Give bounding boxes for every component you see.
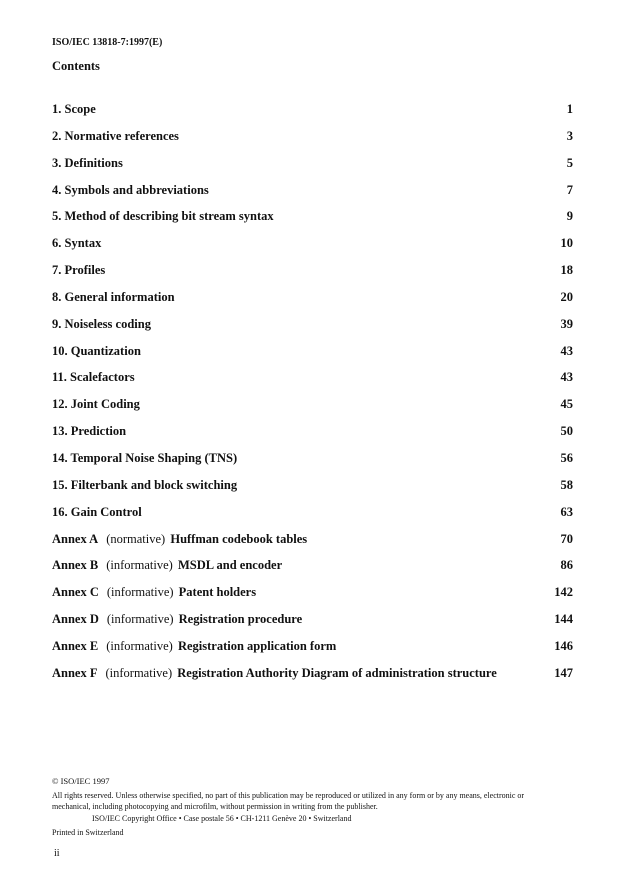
toc-label: 7. Profiles: [52, 263, 106, 278]
copyright-office-address: ISO/IEC Copyright Office • Case postale 56 • CH-1211 Genève 20 • Switzerland: [92, 814, 352, 823]
toc-entry[interactable]: [52, 344, 573, 371]
toc-label: 14. Temporal Noise Shaping (TNS): [52, 450, 238, 465]
toc-page: 50: [560, 424, 573, 439]
copyright-footer: [52, 776, 572, 838]
toc-entry[interactable]: [52, 236, 573, 263]
annex-label: Annex D: [52, 612, 99, 627]
toc-page: 58: [560, 477, 573, 492]
toc-page: 45: [560, 397, 573, 412]
toc-entry[interactable]: [52, 183, 573, 210]
toc-page: 39: [560, 316, 573, 331]
toc-page: 56: [560, 450, 573, 465]
toc-annex-entry[interactable]: [52, 639, 573, 666]
toc-label: 4. Symbols and abbreviations: [52, 182, 209, 197]
toc-page: 142: [554, 585, 573, 600]
toc-page: 18: [560, 263, 573, 278]
toc-label: 1. Scope: [52, 102, 96, 116]
toc-entry[interactable]: [52, 129, 573, 156]
annex-kind: (normative): [106, 531, 166, 546]
toc-page: 5: [566, 155, 573, 170]
toc-label: 10. Quantization: [52, 343, 141, 358]
toc-annex-entry[interactable]: [52, 666, 573, 693]
toc-page: 43: [560, 343, 573, 358]
toc-entry[interactable]: [52, 370, 573, 397]
toc-page: 10: [560, 236, 573, 251]
annex-title: Patent holders: [178, 585, 257, 600]
toc-entry[interactable]: [52, 290, 573, 317]
printed-in: Printed in Switzerland: [52, 828, 124, 837]
toc-label: 15. Filterbank and block switching: [52, 477, 238, 492]
document-id: ISO/IEC 13818-7:1997(E): [52, 37, 163, 48]
annex-label: Annex A: [52, 531, 99, 546]
annex-label: Annex B: [52, 558, 99, 573]
toc-entry[interactable]: [52, 397, 573, 424]
toc-page: 43: [560, 370, 573, 385]
toc-entry[interactable]: [52, 156, 573, 183]
toc-annex-entry[interactable]: [52, 532, 573, 559]
toc-page: 9: [566, 209, 573, 224]
toc-page: 70: [560, 531, 573, 546]
toc-page: 86: [560, 558, 573, 573]
toc-label: 11. Scalefactors: [52, 370, 135, 385]
toc-page: 146: [554, 638, 573, 653]
annex-title: Registration application form: [177, 638, 337, 653]
annex-title: MSDL and encoder: [177, 558, 283, 573]
copyright-notice: © ISO/IEC 1997: [52, 776, 110, 786]
toc-label: 9. Noiseless coding: [52, 316, 151, 331]
toc-label: 8. General information: [52, 289, 175, 304]
toc-page: 1: [566, 102, 573, 116]
table-of-contents: [52, 102, 573, 693]
toc-annex-entry[interactable]: [52, 612, 573, 639]
annex-kind: (informative): [106, 558, 173, 573]
annex-title: Registration Authority Diagram of administration structure: [177, 665, 497, 680]
toc-entry[interactable]: [52, 451, 573, 478]
toc-page: 144: [554, 612, 573, 627]
annex-label: Annex F: [52, 665, 98, 680]
toc-entry[interactable]: [52, 505, 573, 532]
toc-page: 20: [560, 289, 573, 304]
toc-annex-entry[interactable]: [52, 558, 573, 585]
toc-entry[interactable]: [52, 317, 573, 344]
page-title: Contents: [52, 59, 100, 73]
toc-page: 7: [566, 182, 573, 197]
toc-page: 147: [554, 665, 573, 680]
toc-label: 12. Joint Coding: [52, 397, 140, 412]
annex-kind: (informative): [106, 638, 173, 653]
annex-title: Huffman codebook tables: [170, 531, 308, 546]
rights-text-line-1: All rights reserved. Unless otherwise specified, no part of this publication may be reproduced or utilized in any form or by any means, electronic or: [52, 791, 525, 800]
toc-entry[interactable]: [52, 209, 573, 236]
toc-annex-entry[interactable]: [52, 585, 573, 612]
toc-label: 6. Syntax: [52, 236, 102, 251]
annex-label: Annex E: [52, 638, 99, 653]
toc-label: 3. Definitions: [52, 155, 123, 170]
toc-entry[interactable]: [52, 102, 573, 129]
toc-label: 2. Normative references: [52, 128, 179, 143]
annex-kind: (informative): [106, 585, 174, 600]
page-number: ii: [54, 848, 60, 859]
rights-text-line-2: mechanical, including photocopying and microfilm, without permission in writing from the publisher.: [52, 802, 378, 811]
toc-label: 13. Prediction: [52, 424, 127, 439]
toc-entry[interactable]: [52, 263, 573, 290]
toc-label: 16. Gain Control: [52, 504, 142, 519]
annex-title: Registration procedure: [178, 612, 303, 627]
toc-entry[interactable]: [52, 478, 573, 505]
annex-kind: (informative): [105, 665, 173, 680]
toc-page: 3: [566, 128, 573, 143]
annex-kind: (informative): [106, 612, 174, 627]
annex-label: Annex C: [52, 585, 99, 600]
toc-label: 5. Method of describing bit stream syntax: [52, 209, 274, 224]
toc-entry[interactable]: [52, 424, 573, 451]
toc-page: 63: [560, 504, 573, 519]
